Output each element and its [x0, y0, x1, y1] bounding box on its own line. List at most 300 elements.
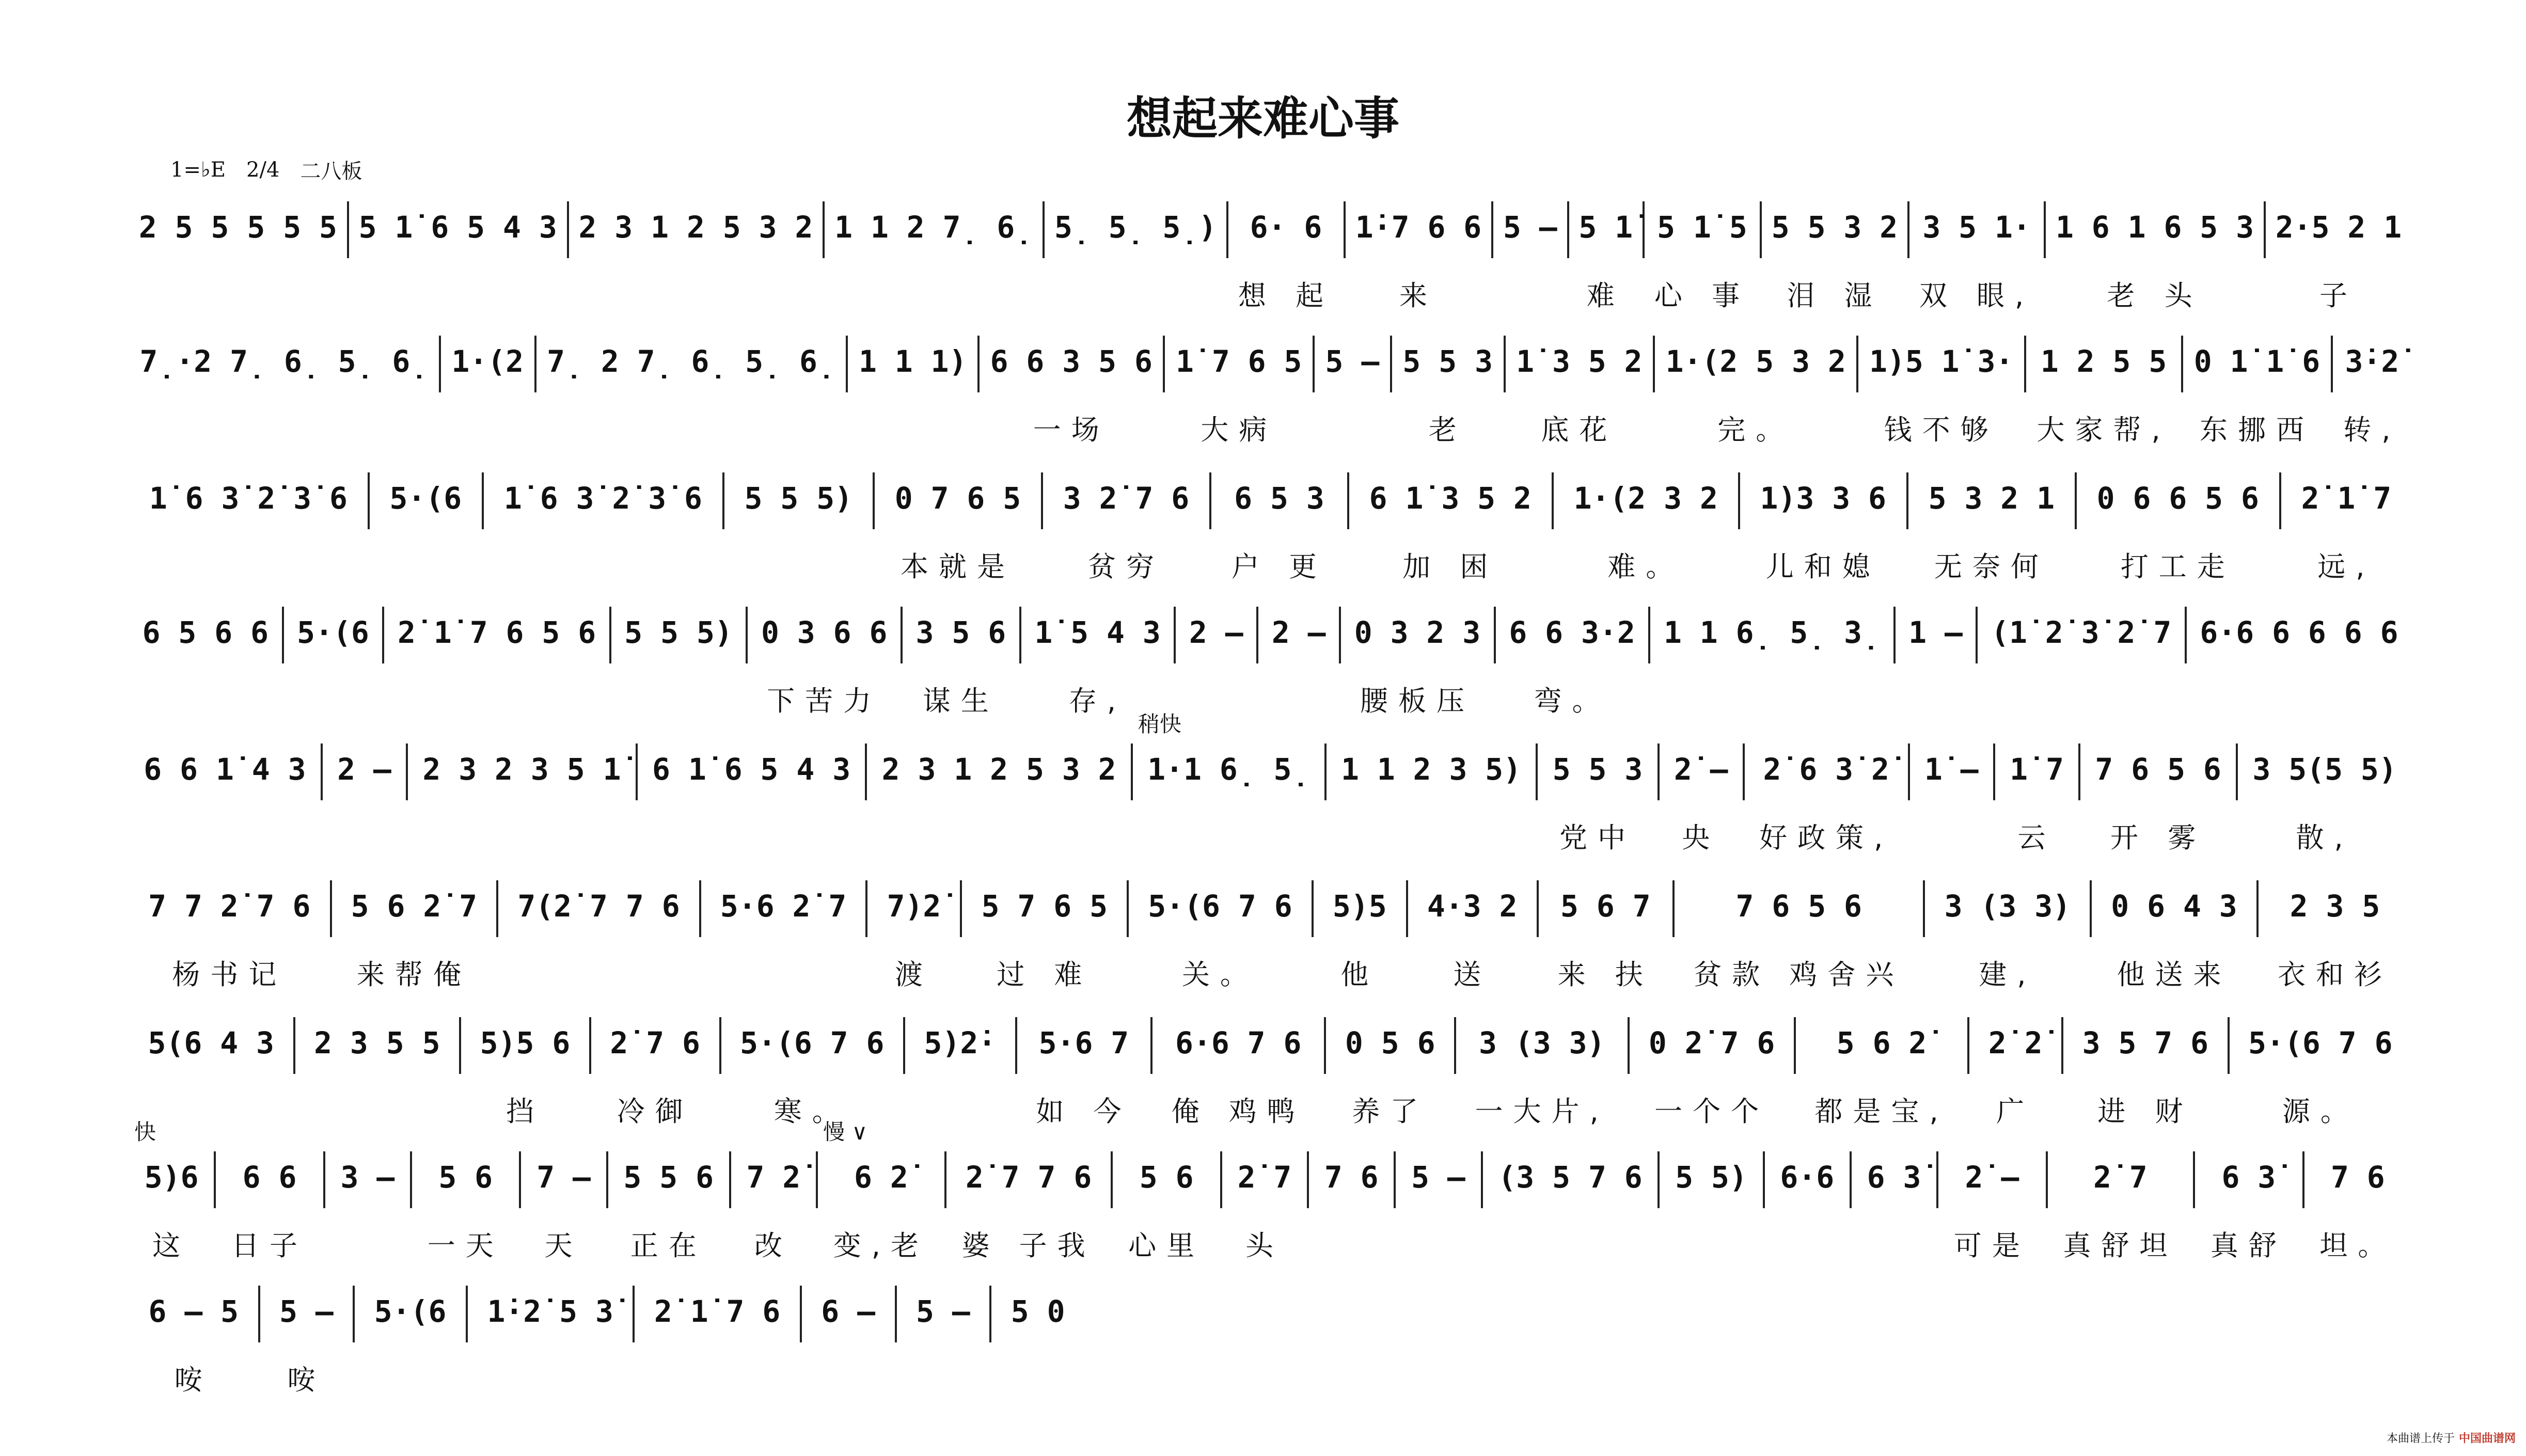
measure-notes: 6 3̇ [2221, 1160, 2276, 1195]
measure [521, 1151, 608, 1262]
measure-notes: 3 (3 3) [1944, 889, 2071, 924]
lyric: 东挪西 [2199, 414, 2314, 446]
measure-notes: 7 – [536, 1160, 591, 1195]
measure [1392, 336, 1506, 446]
measure-row [129, 1119, 2411, 1262]
measure-notes: 5 1̇ 5 [1657, 210, 1747, 245]
measure [1396, 1151, 1482, 1208]
measure [2238, 743, 2411, 854]
measure-notes: 5 – [1411, 1160, 1465, 1195]
measure-notes: 5·(6 7 6 [2248, 1025, 2393, 1061]
measure [1539, 880, 1675, 991]
measure [349, 201, 569, 258]
lyric: 头 [1245, 1229, 1284, 1262]
lyric: 加 困 [1402, 550, 1498, 583]
measure [216, 1151, 325, 1262]
measure-notes: 0 3 2 3 [1354, 615, 1481, 650]
lyric: 底花 [1541, 414, 1618, 446]
lyric: 户 更 [1231, 550, 1328, 583]
lyric: 进 财 [2097, 1095, 2193, 1128]
lyric: 来 [1399, 279, 1438, 312]
measure-notes: 5)6 [144, 1160, 199, 1195]
measure [1258, 607, 1341, 663]
lyric [1140, 816, 1317, 848]
measure [370, 472, 484, 529]
measure-notes: 5·(6 7 6 [740, 1025, 885, 1061]
measure-notes: 5 1̇ 6 5 4 3 [358, 210, 557, 245]
measure [1493, 201, 1569, 258]
measure [1925, 880, 2092, 991]
measure [1456, 1017, 1630, 1128]
measure [1017, 1017, 1153, 1128]
measure [2077, 472, 2281, 583]
lyric: 好政策, [1759, 821, 1893, 854]
measure-notes: 1 6 1 6 5 3 [2055, 210, 2254, 245]
measure-notes: 5 – [1325, 344, 1380, 379]
lyric: 养了 [1352, 1095, 1429, 1128]
measure-notes: 5·(6 [389, 481, 462, 516]
measure [1153, 1017, 1326, 1128]
measure-notes: 1 1 2 3 5) [1340, 752, 1522, 787]
measure-notes: 2·5 2 1 [2275, 210, 2402, 245]
measure-notes: 2 3 5 5 [314, 1025, 440, 1061]
lyric [136, 1089, 286, 1122]
lyric: 心里 [1128, 1229, 1205, 1262]
measure [875, 472, 1043, 583]
measure-notes: 6 1̇ 3 5 2 [1369, 481, 1532, 516]
measure-notes: 1̇ 7 [2010, 752, 2064, 787]
measure [1908, 472, 2077, 583]
measure [1745, 743, 1910, 854]
lyric [1334, 816, 1529, 848]
measure-notes: 5·(6 [297, 615, 369, 650]
measure [461, 1017, 591, 1128]
measure-notes: 2̇ 2̇ [1988, 1025, 2043, 1061]
measure [1483, 1151, 1660, 1208]
measure-notes: 7 6 5 6 [2095, 752, 2221, 787]
measure [2063, 1017, 2230, 1128]
measure [1660, 1151, 1764, 1208]
measure-notes: 1 1 2 7̣ 6̣ [834, 210, 1033, 245]
lyric [855, 408, 970, 440]
measure-notes: 0 3 6 6 [761, 615, 888, 650]
score-line [129, 336, 2411, 446]
measure-notes: 7̣ 2 7̣ 6̣ 5̣ 6̣ [547, 344, 835, 379]
lyric [491, 545, 715, 577]
measure [1655, 336, 1858, 446]
lyric [377, 545, 475, 577]
measure-notes: 2 – [1189, 615, 1243, 650]
lyric: 贫穷 [1088, 550, 1165, 583]
measure-notes: 3 5 6 [915, 615, 1006, 650]
measure [1909, 201, 2046, 312]
lyric: 渡 [894, 958, 933, 991]
measure [498, 880, 701, 937]
lyric: 完。 [1717, 414, 1794, 446]
lyric: 大家帮, [2036, 414, 2171, 446]
measure [1765, 1151, 1852, 1208]
lyric: 都是宝, [1814, 1095, 1949, 1128]
measure-notes: 2̇ 6 3̇ 2̇ [1763, 752, 1889, 787]
lyric: 难。 [1607, 550, 1684, 583]
measure [536, 336, 848, 392]
measure-notes: 1̇ 6 3̇ 2̇ 3̇ 6 [149, 481, 348, 516]
measure-notes: 1̇ 3 5 2 [1516, 344, 1643, 379]
measure [325, 1151, 412, 1208]
measure [721, 1017, 905, 1128]
measure [1129, 880, 1314, 991]
measure [946, 1151, 1113, 1262]
measure [802, 1286, 897, 1342]
lyric [136, 274, 340, 306]
lyric [330, 816, 399, 848]
lyric: 打工走 [2120, 550, 2235, 583]
measure [1995, 743, 2080, 854]
measure [1346, 201, 1493, 312]
lyric [136, 679, 275, 711]
measure [2026, 336, 2183, 446]
measure-notes: 5 5 3 [1402, 344, 1493, 379]
measure-notes: 7)2̇ [887, 889, 941, 924]
measure-notes: 5 6 2̇ 7 [351, 889, 478, 924]
measure [260, 1286, 355, 1396]
lyric [1316, 1224, 1386, 1256]
measure [129, 201, 349, 258]
score-line [129, 1286, 1084, 1396]
measure-notes: 0 2̇ 7 6 [1648, 1025, 1775, 1061]
watermark-text: 本曲谱上传于 [2386, 1432, 2455, 1445]
measure [284, 607, 385, 663]
measure-notes: 3 – [340, 1160, 395, 1195]
lyric: 过 难 [997, 958, 1093, 991]
score-line [129, 1119, 2411, 1262]
lyric: 来 扶 [1557, 958, 1653, 991]
lyric [904, 1358, 983, 1390]
measure [484, 472, 724, 529]
lyric: 可是 [1953, 1229, 2030, 1262]
score-line [129, 711, 2411, 854]
measure [2266, 201, 2411, 312]
measure [1740, 472, 1908, 583]
measure-notes: 2 3 1 2 5 3 2 [578, 210, 813, 245]
measure-notes: 5)5 6 [480, 1025, 571, 1061]
measure [1506, 336, 1655, 446]
lyric [391, 679, 602, 711]
lyric [475, 1358, 625, 1390]
measure [2230, 1017, 2411, 1128]
lyric: 建, [1979, 958, 2036, 991]
measure-notes: 1̇·7 6 6 [1355, 210, 1482, 245]
measure [129, 607, 284, 663]
measure-row [129, 711, 2411, 854]
lyric [1052, 274, 1219, 306]
measure-notes: 5 6 [1139, 1160, 1194, 1195]
measure [1496, 607, 1651, 717]
measure-notes: 0 1̇ 1̇ 6 [2193, 344, 2320, 379]
lyric: 他送来 [2117, 958, 2232, 991]
lyric: 日子 [231, 1229, 308, 1262]
lyric [732, 545, 865, 577]
measure [638, 743, 867, 800]
lyric: 无奈何 [1934, 550, 2049, 583]
measure [129, 1286, 260, 1396]
measure [731, 1151, 818, 1262]
measure [867, 880, 962, 991]
lyric: 泪 湿 [1787, 279, 1883, 312]
measure-notes: 6 6 1̇ 4 3 [144, 752, 306, 787]
measure-notes: 7 6 [2330, 1160, 2385, 1195]
measure-notes: 2̇ 1̇ 7 6 5 6 [398, 615, 596, 650]
lyric: 散, [2296, 821, 2354, 854]
measure [2281, 472, 2411, 583]
lyric: 心 事 [1654, 279, 1750, 312]
measure [825, 201, 1045, 258]
measure-notes: 6 2̇ [854, 1160, 908, 1195]
measure [1211, 472, 1349, 583]
measure [748, 607, 903, 717]
measure-notes: 6 5 3 [1234, 481, 1324, 516]
measure [1645, 201, 1762, 312]
lyric: 衣和衫 [2277, 958, 2392, 991]
lyric: 天 [544, 1229, 583, 1262]
measure [2092, 880, 2259, 991]
score-line [129, 1017, 2411, 1128]
lyric: 一大片, [1475, 1095, 1609, 1128]
measure-notes: 6 6 [242, 1160, 297, 1195]
lyric [415, 816, 628, 848]
measure-notes: 5 6 [438, 1160, 493, 1195]
measure [1021, 607, 1176, 717]
lyric [1903, 679, 1969, 711]
lyric: 冷御 [617, 1095, 693, 1128]
measure [980, 336, 1165, 446]
measure [905, 1017, 1017, 1074]
measure [962, 880, 1129, 991]
measure-notes: (3 5 7 6 [1498, 1160, 1643, 1195]
lyric: 云 [2017, 821, 2056, 854]
key-signature: 1=♭E [170, 157, 226, 182]
measure-notes: 2̇ 1̇ 7 [2301, 481, 2392, 516]
measure [1554, 472, 1740, 583]
lyric [1266, 679, 1332, 711]
measure [1222, 1151, 1309, 1262]
lyric [1667, 1224, 1755, 1256]
lyric [333, 1224, 403, 1256]
lyric: 他 [1340, 958, 1379, 991]
measure-notes: 3 5 7 6 [2082, 1025, 2209, 1061]
measure-notes: 5 6 2̇ [1836, 1025, 1927, 1061]
lyric: 儿和媳 [1765, 550, 1881, 583]
measure-notes: 5 – [916, 1294, 970, 1329]
lyric [1501, 274, 1559, 306]
lyric [362, 1358, 459, 1390]
measure-notes: 6· 6 [1250, 210, 1322, 245]
measure-notes: 2̇ 7 6 [610, 1025, 700, 1061]
measure [1327, 743, 1538, 800]
lyric: 改 [754, 1229, 793, 1262]
measure [129, 1017, 295, 1074]
measure-notes: 1 2 5 5 [2040, 344, 2167, 379]
measure [2195, 1151, 2304, 1262]
measure-notes: 2̇ – [1965, 1160, 2019, 1195]
lyric [1490, 1224, 1651, 1256]
measure [2304, 1151, 2411, 1262]
measure-notes: 1 1 1) [858, 344, 967, 379]
measure [991, 1286, 1084, 1342]
score-line [129, 472, 2411, 583]
measure-notes: 1)5 1̇ 3· [1869, 344, 2014, 379]
lyric: 双 眼, [1919, 279, 2034, 312]
measure-notes: 6 – [821, 1294, 876, 1329]
lyric: 俺 鸡鸭 [1171, 1095, 1305, 1128]
measure-notes: 1·(2 [451, 344, 524, 379]
lyric [645, 816, 858, 848]
measure-row [129, 1286, 1084, 1396]
measure [1858, 336, 2026, 446]
measure [295, 1017, 462, 1074]
measure-notes: 6·6 6 6 6 6 [2200, 615, 2398, 650]
measure-notes: 5·(6 7 6 [1148, 889, 1292, 924]
measure [1569, 201, 1645, 312]
measure-notes: 4·3 2 [1427, 889, 1518, 924]
lyric: 下苦力 [767, 685, 882, 717]
measure-notes: 5 6 7 [1560, 889, 1651, 924]
measure-notes: 6 6 3·2 [1509, 615, 1635, 650]
song-title: 想起来难心事 [1126, 91, 1399, 145]
lyric: 关。 [1181, 958, 1258, 991]
measure [468, 1286, 635, 1342]
measure-notes: 2 – [1271, 615, 1326, 650]
measure-notes: 1·1 6̣ 5̣ [1147, 752, 1310, 787]
measure-notes: 6 5 6 6 [142, 615, 269, 650]
measure-notes: 5 5 3 2 [1771, 210, 1898, 245]
lyric [506, 953, 692, 985]
lyric [136, 545, 360, 577]
lyric: 子 [2319, 279, 2358, 312]
measure-notes: 3 2̇ 7 6 [1063, 481, 1190, 516]
lyric [708, 953, 859, 985]
measure [1228, 201, 1346, 312]
measure-notes: 5 1̇ [1578, 210, 1633, 245]
measure [701, 880, 868, 937]
measure-notes: 5·(6 [374, 1294, 447, 1329]
measure [129, 743, 323, 800]
lyric: 老 头 [2107, 279, 2203, 312]
lyric: 腰板压 [1360, 685, 1475, 717]
measure [355, 1286, 468, 1342]
measure [1762, 201, 1909, 312]
measure-notes: 6 6 3 5 6 [990, 344, 1153, 379]
measure [1650, 607, 1895, 663]
measure [867, 743, 1132, 800]
measure [129, 1119, 216, 1262]
measure [1538, 743, 1659, 854]
measure-notes: 7 2̇ [746, 1160, 801, 1195]
lyric: 远, [2317, 550, 2375, 583]
lyric: 寒。 [773, 1095, 850, 1128]
measure-notes: 5 5 5) [744, 481, 853, 516]
lyric: 一天 [427, 1229, 504, 1262]
measure-notes: 1 – [1908, 615, 1963, 650]
lyric [2194, 679, 2404, 711]
lyric: 党中 [1559, 821, 1636, 854]
measure-notes: (1̇ 2̇ 3̇ 2̇ 7 [1991, 615, 2172, 650]
measure-row [129, 607, 2411, 717]
measure [1133, 711, 1327, 800]
measure [611, 607, 748, 663]
lyric: 源。 [2282, 1095, 2359, 1128]
measure-notes: 5 5) [1675, 1160, 1747, 1195]
lyric [1917, 816, 1986, 848]
lyric [1772, 1224, 1842, 1256]
lyric [999, 1358, 1077, 1390]
measure-notes: 2̇ 7 7 6 [965, 1160, 1092, 1195]
measure-notes: 7(2̇ 7 7 6 [517, 889, 680, 924]
measure [2048, 1151, 2195, 1262]
lyric: 广 [1996, 1095, 2035, 1128]
measure-notes: 1·(2 5 3 2 [1665, 344, 1846, 379]
lyric: 来帮俺 [356, 958, 471, 991]
measure [129, 880, 332, 991]
measure-row [129, 472, 2411, 583]
measure-notes: 2̇ – [1674, 752, 1728, 787]
measure-notes: 5)5 [1332, 889, 1387, 924]
measure-notes: 3 5(5 5) [2252, 752, 2397, 787]
lyric: 本就是 [900, 550, 1015, 583]
lyric [642, 1358, 792, 1390]
measure [2080, 743, 2238, 854]
tempo-annotation: 稍快 [1138, 711, 1181, 737]
lyric: 坦。 [2319, 1229, 2396, 1262]
measure [1314, 880, 1408, 991]
lyric [576, 274, 816, 306]
measure [903, 607, 1021, 717]
lyric: 一个个 [1654, 1095, 1770, 1128]
measure-notes: 5 5 5) [624, 615, 733, 650]
lyric: 央 [1682, 821, 1720, 854]
lyric [136, 408, 432, 440]
score-line [129, 880, 2411, 991]
lyric [303, 1089, 452, 1122]
lyric: 转, [2343, 414, 2401, 446]
lyric: 变,老 [833, 1229, 929, 1262]
measure [408, 743, 638, 800]
lyric: 真舒 [2210, 1229, 2287, 1262]
measure-notes: 7 6 [1324, 1160, 1379, 1195]
measure-notes: 7 7 2̇ 7 6 [148, 889, 311, 924]
measure [1045, 201, 1228, 258]
measure-notes: 5 5 6 [623, 1160, 714, 1195]
measure [1896, 607, 1978, 663]
measure-notes: 1̇ 5 4 3 [1034, 615, 1161, 650]
lyric [448, 408, 527, 440]
score-line [129, 201, 2411, 312]
measure-notes: 5 3 2 1 [1928, 481, 2055, 516]
measure-notes: 3̇·2̇ [2345, 344, 2399, 379]
lyric: 想 起 [1238, 279, 1334, 312]
lyric: 钱不够 [1884, 414, 1999, 446]
lyric [1183, 679, 1249, 711]
measure [724, 472, 875, 529]
measure-notes: 6 1̇ 6 5 4 3 [652, 752, 851, 787]
measure-notes: 2 3 2 3 5 1̇ [422, 752, 621, 787]
measure-notes: 1)3 3 6 [1760, 481, 1886, 516]
measure-row [129, 201, 2411, 312]
measure-notes: 6·6 [1780, 1160, 1835, 1195]
time-signature: 2/4 [246, 157, 280, 182]
lyric [874, 816, 1123, 848]
measure [848, 336, 980, 392]
